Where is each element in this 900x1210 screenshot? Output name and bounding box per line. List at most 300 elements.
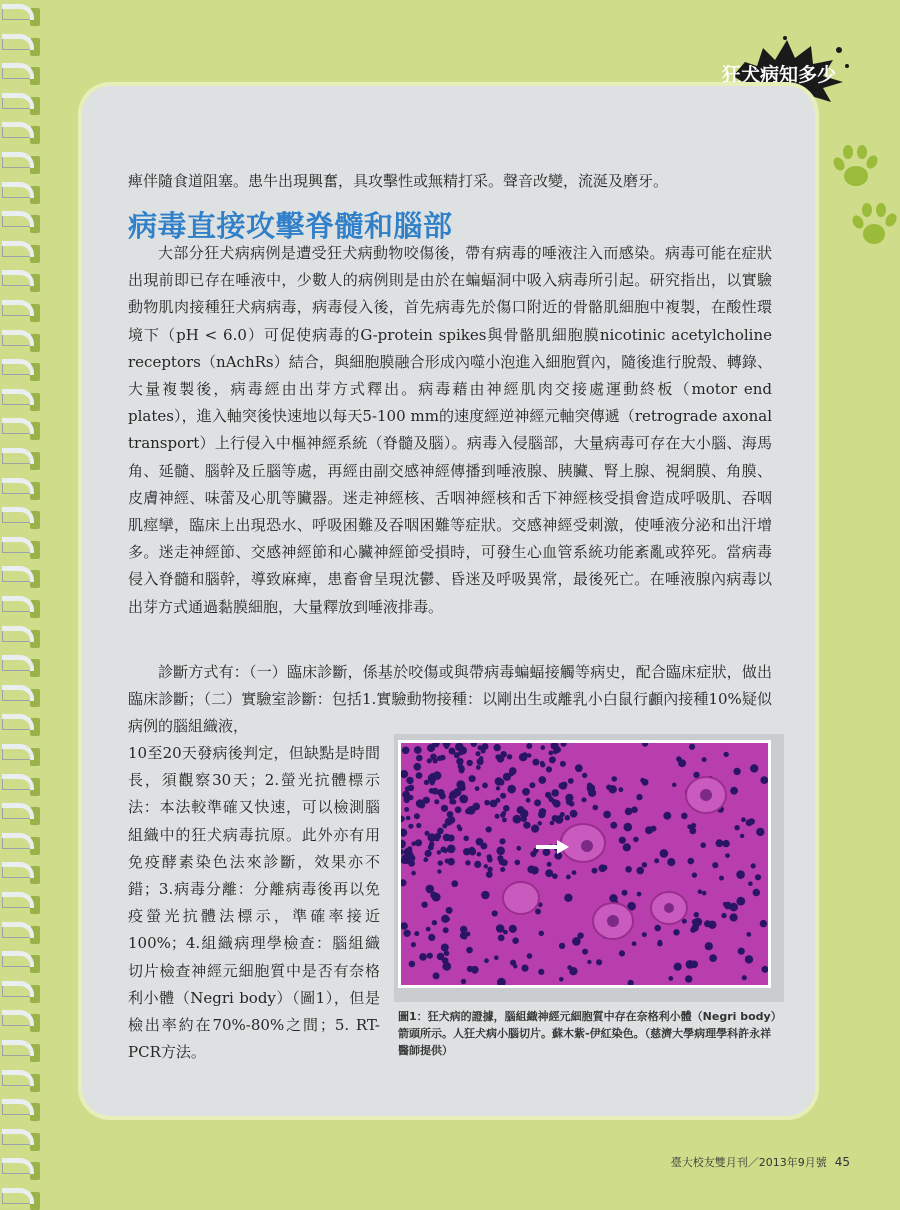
paragraph-diagnosis-methods: 10至20天發病後判定，但缺點是時間長，須觀察30天；2.螢光抗體標示法：本法較準確又快速，可以檢測腦組織中的狂犬病毒抗原。此外亦有用免疫酵素染色法來診斷，效果亦不錯；3.病毒分離：分離病毒後再以免疫螢光抗體法標示，準確率接近100%；4.組織病理學檢查：腦組織切片檢查神經元細胞質中是否有奈格利小體（Negri body）（圖1），但是檢出率約在70%-80%之間；5. RT-PCR方法。 bbox=[128, 744, 380, 1062]
cell-nucleus bbox=[705, 942, 713, 950]
cell-nucleus bbox=[554, 746, 561, 753]
binding-ring bbox=[2, 448, 34, 464]
cell-nucleus bbox=[495, 814, 500, 819]
cell-nucleus bbox=[532, 759, 539, 766]
cell-nucleus bbox=[543, 848, 551, 856]
cell-nucleus bbox=[449, 799, 455, 805]
cell-nucleus bbox=[625, 866, 632, 873]
cell-nucleus bbox=[745, 955, 753, 963]
cell-nucleus bbox=[596, 959, 602, 965]
cell-nucleus bbox=[414, 931, 419, 936]
cell-nucleus bbox=[741, 817, 746, 822]
binding-ring bbox=[2, 774, 34, 790]
binding-ring bbox=[2, 626, 34, 642]
cell-nucleus bbox=[529, 782, 535, 788]
cell-nucleus bbox=[498, 935, 505, 942]
binding-ring bbox=[2, 537, 34, 553]
binding-ring bbox=[2, 655, 34, 671]
cell-nucleus bbox=[476, 838, 484, 846]
cell-nucleus bbox=[724, 752, 729, 757]
cell-nucleus bbox=[610, 822, 617, 829]
paragraph-diagnosis-intro: 診斷方式有：（一）臨床診斷，係基於咬傷或與帶病毒蝙蝠接觸等病史，配合臨床症狀，做出臨床診斷；（二）實驗室診斷：包括1.實驗動物接種：以剛出生或離乳小白鼠行顱內接種10%疑似病例的腦組織液， bbox=[128, 663, 772, 736]
cell-nucleus bbox=[545, 869, 553, 877]
cell-nucleus bbox=[560, 782, 568, 790]
cell-nucleus bbox=[722, 840, 729, 847]
cell-nucleus bbox=[463, 836, 469, 842]
cell-nucleus bbox=[500, 812, 505, 817]
cell-nucleus bbox=[654, 858, 659, 863]
binding-ring bbox=[2, 389, 34, 405]
cell-nucleus bbox=[642, 932, 647, 937]
cell-nucleus bbox=[492, 910, 498, 916]
cell-nucleus bbox=[546, 766, 552, 772]
cell-nucleus bbox=[474, 861, 481, 868]
binding-ring bbox=[2, 1070, 34, 1086]
binding-ring bbox=[2, 93, 34, 109]
binding-ring bbox=[2, 1040, 34, 1056]
cell-nucleus bbox=[689, 827, 696, 834]
cell-nucleus bbox=[678, 759, 686, 767]
cell-nucleus bbox=[541, 745, 546, 750]
cell-nucleus bbox=[521, 965, 528, 972]
cell-nucleus bbox=[681, 813, 688, 820]
cell-nucleus bbox=[593, 805, 599, 811]
cell-nucleus bbox=[730, 787, 738, 795]
cell-nucleus bbox=[517, 806, 525, 814]
cell-nucleus bbox=[499, 838, 505, 844]
cell-nucleus bbox=[760, 920, 767, 927]
cell-nucleus bbox=[672, 783, 676, 787]
cell-nucleus bbox=[688, 858, 695, 865]
cell-nucleus bbox=[567, 965, 572, 970]
cell-nucleus bbox=[588, 789, 596, 797]
cell-nucleus bbox=[539, 808, 546, 815]
cell-nucleus bbox=[437, 756, 442, 761]
cell-nucleus bbox=[704, 920, 711, 927]
cell-nucleus bbox=[475, 786, 480, 791]
cell-nucleus bbox=[460, 926, 467, 933]
cell-nucleus bbox=[441, 805, 448, 812]
cell-nucleus bbox=[551, 789, 559, 797]
cell-nucleus bbox=[442, 823, 447, 828]
cell-nucleus bbox=[496, 786, 500, 790]
cell-nucleus bbox=[730, 913, 738, 921]
cell-nucleus bbox=[723, 902, 727, 906]
binding-ring bbox=[2, 122, 34, 138]
cell-nucleus bbox=[437, 869, 441, 873]
cell-nucleus bbox=[494, 956, 499, 961]
cell-nucleus bbox=[559, 977, 564, 982]
cell-nucleus bbox=[746, 819, 753, 826]
cell-nucleus bbox=[441, 944, 449, 952]
cell-nucleus bbox=[472, 803, 480, 811]
cell-nucleus bbox=[433, 972, 440, 979]
binding-ring bbox=[2, 478, 34, 494]
binding-ring bbox=[2, 981, 34, 997]
cell-nucleus bbox=[416, 799, 425, 808]
cell-nucleus bbox=[622, 890, 628, 896]
cell-nucleus bbox=[632, 941, 637, 946]
cell-nucleus bbox=[403, 930, 410, 937]
cell-nucleus bbox=[478, 745, 483, 750]
cell-nucleus bbox=[449, 748, 456, 755]
cell-nucleus bbox=[416, 772, 423, 779]
cell-nucleus bbox=[660, 849, 669, 858]
cell-nucleus bbox=[502, 818, 507, 823]
cell-nucleus bbox=[582, 773, 587, 778]
cell-nucleus bbox=[667, 858, 675, 866]
cell-nucleus bbox=[609, 894, 617, 902]
binding-ring bbox=[2, 862, 34, 878]
cell-nucleus bbox=[465, 860, 470, 865]
cell-nucleus bbox=[447, 845, 456, 854]
cell-nucleus bbox=[430, 892, 437, 899]
cell-nucleus bbox=[444, 950, 450, 956]
cell-nucleus bbox=[577, 932, 583, 938]
cell-nucleus bbox=[619, 950, 625, 956]
cell-nucleus bbox=[469, 848, 476, 855]
cell-nucleus bbox=[637, 892, 642, 897]
cell-nucleus bbox=[619, 787, 624, 792]
page-footer bbox=[671, 1154, 850, 1170]
binding-ring bbox=[2, 63, 34, 79]
cell-nucleus bbox=[709, 954, 717, 962]
cell-nucleus bbox=[487, 867, 492, 872]
cell-nucleus bbox=[434, 799, 439, 804]
cell-nucleus bbox=[611, 776, 617, 782]
cell-nucleus bbox=[716, 839, 724, 847]
cell-nucleus bbox=[414, 746, 422, 754]
cell-nucleus bbox=[552, 799, 558, 805]
cell-nucleus bbox=[566, 875, 571, 880]
cell-nucleus bbox=[477, 852, 482, 857]
binding-ring bbox=[2, 1129, 34, 1145]
cell-nucleus bbox=[507, 785, 516, 794]
cell-nucleus bbox=[719, 876, 724, 881]
binding-ring bbox=[2, 34, 34, 50]
cell-nucleus bbox=[685, 975, 692, 982]
cell-nucleus bbox=[451, 880, 458, 887]
cell-nucleus bbox=[430, 754, 437, 761]
cell-nucleus bbox=[405, 786, 410, 791]
cell-nucleus bbox=[503, 805, 510, 812]
cell-nucleus bbox=[668, 976, 673, 981]
cell-nucleus bbox=[603, 811, 611, 819]
cell-nucleus bbox=[467, 966, 473, 972]
cell-nucleus bbox=[434, 833, 441, 840]
cell-nucleus bbox=[408, 824, 413, 829]
cell-nucleus bbox=[500, 793, 506, 799]
cell-nucleus bbox=[425, 850, 432, 857]
binding-ring bbox=[2, 803, 34, 819]
cell-nucleus bbox=[751, 863, 756, 868]
cell-nucleus bbox=[694, 912, 699, 917]
cell-nucleus bbox=[437, 850, 441, 854]
cell-nucleus bbox=[625, 808, 633, 816]
binding-ring bbox=[2, 1099, 34, 1115]
paw-print-icon bbox=[848, 196, 900, 252]
cell-nucleus bbox=[426, 927, 431, 932]
cell-nucleus bbox=[503, 773, 511, 781]
cell-nucleus bbox=[599, 864, 607, 872]
cell-nucleus bbox=[479, 756, 483, 760]
cell-nucleus bbox=[547, 862, 552, 867]
cell-nucleus bbox=[566, 799, 572, 805]
cell-nucleus bbox=[432, 788, 439, 795]
cell-nucleus bbox=[456, 758, 463, 765]
cell-nucleus bbox=[645, 826, 653, 834]
cell-nucleus bbox=[500, 751, 507, 758]
cell-nucleus bbox=[487, 854, 492, 859]
cell-nucleus bbox=[455, 806, 462, 813]
section-heading: 病毒直接攻擊脊髓和腦部 bbox=[128, 209, 453, 243]
cell-nucleus bbox=[702, 757, 707, 762]
cell-nucleus bbox=[575, 764, 583, 772]
cell-nucleus bbox=[712, 862, 718, 868]
cell-nucleus bbox=[500, 867, 505, 872]
binding-ring bbox=[2, 596, 34, 612]
cell-nucleus bbox=[760, 776, 768, 784]
cell-nucleus bbox=[496, 924, 505, 933]
binding-ring bbox=[2, 418, 34, 434]
cell-nucleus bbox=[702, 891, 707, 896]
cell-nucleus bbox=[404, 797, 410, 803]
cell-nucleus bbox=[560, 761, 566, 767]
binding-ring bbox=[2, 714, 34, 730]
publication-name: 臺大校友雙月刊／2013年9月號 bbox=[670, 1156, 827, 1169]
cell-nucleus bbox=[673, 929, 679, 935]
cell-nucleus bbox=[619, 837, 626, 844]
cell-nucleus bbox=[587, 960, 591, 964]
cell-nucleus bbox=[526, 743, 532, 749]
cell-nucleus bbox=[446, 907, 453, 914]
cell-nucleus bbox=[530, 851, 536, 857]
cell-nucleus bbox=[484, 864, 488, 868]
binding-ring bbox=[2, 1010, 34, 1026]
cell-nucleus bbox=[538, 821, 542, 825]
spiral-binding bbox=[0, 0, 40, 1200]
cell-nucleus bbox=[484, 958, 489, 963]
cell-nucleus bbox=[428, 844, 434, 850]
cell-nucleus bbox=[738, 948, 745, 955]
cell-nucleus bbox=[437, 953, 445, 961]
cell-nucleus bbox=[421, 902, 427, 908]
cell-nucleus bbox=[481, 891, 490, 900]
intro-text: 痺伴隨食道阻塞。患牛出現興奮，具攻擊性或無精打采。聲音改變，流涎及磨牙。 bbox=[128, 172, 669, 190]
cell-nucleus bbox=[404, 807, 409, 812]
binding-ring bbox=[2, 951, 34, 967]
cell-nucleus bbox=[495, 754, 501, 760]
cell-nucleus bbox=[509, 925, 517, 933]
cell-nucleus bbox=[742, 975, 747, 980]
cell-nucleus bbox=[527, 753, 531, 757]
cell-nucleus bbox=[404, 848, 413, 857]
cell-nucleus bbox=[467, 760, 473, 766]
cell-nucleus bbox=[402, 856, 408, 862]
paragraph-pathogenesis: 大部分狂犬病病例是遭受狂犬病動物咬傷後，帶有病毒的唾液注入而感染。病毒可能在症狀出現前即已存在唾液中，少數人的病例則是由於在蝙蝠洞中吸入病毒所引起。研究指出，以實驗動物肌肉接種狂犬病病毒，病毒侵入後，首先病毒先於傷口附近的骨骼肌細胞中複製，在酸性環境下（pH < 6.0）可促使病毒的G-protein spikes與骨骼肌細胞膜nicotinic acetylcholine receptors（nAchRs）結合，與細胞膜融合形成內噬小泡進入細胞質內，隨後進行脫殼、轉錄、大量複製後，病毒經由出芽方式釋出。病毒藉由神經肌肉交接處運動終板（motor end plates），進入軸突後快速地以每天5-100 mm的速度經逆神經元軸突傳遞（retrograde axonal transport）上行侵入中樞神經系統（脊髓及腦）。病毒入侵腦部，大量病毒可存在大小腦、海馬角、延髓、腦幹及丘腦等處，再經由副交感神經傳播到唾液腺、胰臟、腎上腺、視網膜、角膜、皮膚神經、味蕾及心肌等臟器。迷走神經核、舌咽神經核和舌下神經核受損會造成呼吸肌、吞咽肌痙攣，臨床上出現恐水、呼吸困難及吞咽困難等症狀。交感神經受刺激，使唾液分泌和出汗增多。迷走神經節、交感神經節和心臟神經節受損時，可發生心血管系統功能紊亂或猝死。當病毒侵入脊髓和腦幹，導致麻痺，患畜會呈現沈鬱、昏迷及呼吸異常，最後死亡。在唾液腺內病毒以出芽方式通過黏膜細胞，大量釋放到唾液排毒。 bbox=[128, 244, 772, 616]
cell-nucleus bbox=[642, 779, 649, 786]
cell-nucleus bbox=[423, 857, 428, 862]
cell-nucleus bbox=[442, 962, 451, 971]
cell-nucleus bbox=[461, 979, 466, 984]
cell-nucleus bbox=[636, 867, 644, 875]
binding-ring bbox=[2, 241, 34, 257]
cell-nucleus bbox=[425, 831, 430, 836]
cell-nucleus bbox=[512, 937, 519, 944]
cell-nucleus bbox=[438, 860, 443, 865]
cell-nucleus bbox=[440, 847, 446, 853]
cell-nucleus bbox=[486, 826, 492, 832]
cell-nucleus bbox=[756, 828, 764, 836]
cell-nucleus bbox=[734, 825, 739, 830]
cell-nucleus bbox=[552, 815, 559, 822]
cell-nucleus bbox=[431, 778, 436, 783]
cell-nucleus bbox=[582, 797, 587, 802]
cell-nucleus bbox=[609, 785, 617, 793]
cell-nucleus bbox=[740, 834, 744, 838]
cell-nucleus bbox=[490, 800, 498, 808]
cell-nucleus bbox=[523, 822, 530, 829]
cell-nucleus bbox=[531, 866, 539, 874]
cell-nucleus bbox=[411, 841, 416, 846]
cell-nucleus bbox=[721, 913, 726, 918]
binding-ring bbox=[2, 270, 34, 286]
cell-nucleus bbox=[527, 953, 533, 959]
cell-nucleus bbox=[521, 816, 527, 822]
page-number: 45 bbox=[834, 1155, 850, 1169]
cell-nucleus bbox=[587, 783, 592, 788]
cell-nucleus bbox=[415, 839, 422, 846]
cell-nucleus bbox=[565, 815, 570, 820]
cell-nucleus bbox=[654, 925, 661, 932]
cell-nucleus bbox=[663, 812, 671, 820]
cell-nucleus bbox=[550, 757, 554, 761]
cell-nucleus bbox=[414, 813, 420, 819]
binding-ring bbox=[2, 300, 34, 316]
cell-nucleus bbox=[582, 949, 588, 955]
cell-nucleus bbox=[469, 775, 476, 782]
cell-nucleus bbox=[633, 837, 639, 843]
cell-nucleus bbox=[416, 823, 421, 828]
cell-nucleus bbox=[428, 934, 435, 941]
paw-print-icon bbox=[826, 140, 882, 196]
cell-nucleus bbox=[748, 881, 753, 886]
binding-ring bbox=[2, 507, 34, 523]
cell-nucleus bbox=[539, 931, 544, 936]
cell-nucleus bbox=[443, 927, 449, 933]
cell-nucleus bbox=[642, 862, 647, 867]
cell-nucleus bbox=[624, 823, 633, 832]
cell-nucleus bbox=[568, 778, 574, 784]
cell-nucleus bbox=[564, 894, 572, 902]
binding-ring bbox=[2, 566, 34, 582]
cell-nucleus bbox=[476, 765, 481, 770]
binding-ring bbox=[2, 182, 34, 198]
cell-nucleus bbox=[692, 919, 698, 925]
cell-nucleus bbox=[698, 889, 703, 894]
cell-nucleus bbox=[448, 835, 455, 842]
cell-nucleus bbox=[427, 953, 433, 959]
cell-nucleus bbox=[725, 853, 730, 858]
cell-nucleus bbox=[420, 953, 425, 958]
cell-nucleus bbox=[466, 947, 473, 954]
section-title: 狂犬病知多少 bbox=[722, 64, 837, 86]
cell-nucleus bbox=[538, 776, 546, 784]
cell-nucleus bbox=[559, 943, 565, 949]
cell-nucleus bbox=[691, 961, 699, 969]
cell-nucleus bbox=[494, 744, 501, 751]
cell-nucleus bbox=[658, 940, 663, 945]
cell-nucleus bbox=[540, 762, 545, 767]
cell-nucleus bbox=[689, 744, 695, 750]
cell-nucleus bbox=[411, 871, 416, 876]
cell-nucleus bbox=[406, 777, 413, 784]
cell-nucleus bbox=[432, 920, 437, 925]
binding-ring bbox=[2, 744, 34, 760]
binding-ring bbox=[2, 922, 34, 938]
cell-nucleus bbox=[538, 969, 544, 975]
binding-ring bbox=[2, 1188, 34, 1204]
cell-nucleus bbox=[424, 780, 429, 785]
cell-nucleus bbox=[447, 811, 454, 818]
cell-nucleus bbox=[411, 942, 416, 947]
cell-nucleus bbox=[535, 909, 541, 915]
binding-ring bbox=[2, 892, 34, 908]
cell-nucleus bbox=[453, 788, 461, 796]
cell-nucleus bbox=[513, 964, 517, 968]
cell-nucleus bbox=[736, 870, 745, 879]
binding-ring bbox=[2, 211, 34, 227]
cell-nucleus bbox=[465, 808, 471, 814]
cell-nucleus bbox=[700, 842, 706, 848]
cell-nucleus bbox=[482, 783, 488, 789]
cell-nucleus bbox=[736, 897, 745, 906]
cell-nucleus bbox=[406, 816, 411, 821]
cell-nucleus bbox=[753, 889, 761, 897]
cell-nucleus bbox=[526, 798, 531, 803]
binding-ring bbox=[2, 685, 34, 701]
cell-nucleus bbox=[570, 810, 578, 818]
cell-nucleus bbox=[413, 763, 421, 771]
cell-nucleus bbox=[447, 858, 455, 866]
cell-nucleus bbox=[623, 843, 631, 851]
cell-nucleus bbox=[507, 754, 512, 759]
cell-nucleus bbox=[496, 847, 505, 856]
cell-nucleus bbox=[636, 794, 642, 800]
cell-nucleus bbox=[548, 751, 553, 756]
cell-nucleus bbox=[515, 860, 521, 866]
binding-ring bbox=[2, 359, 34, 375]
binding-ring bbox=[2, 152, 34, 168]
cell-nucleus bbox=[690, 927, 696, 933]
cell-nucleus bbox=[534, 799, 541, 806]
cell-nucleus bbox=[402, 747, 410, 755]
cell-nucleus bbox=[516, 846, 521, 851]
cell-nucleus bbox=[495, 777, 503, 785]
binding-ring bbox=[2, 1158, 34, 1174]
cell-nucleus bbox=[692, 872, 697, 877]
cell-nucleus bbox=[486, 871, 493, 878]
cell-nucleus bbox=[475, 751, 480, 756]
cell-nucleus bbox=[455, 743, 464, 751]
cell-nucleus bbox=[550, 821, 555, 826]
cell-nucleus bbox=[458, 827, 463, 832]
cell-nucleus bbox=[572, 870, 577, 875]
binding-ring bbox=[2, 330, 34, 346]
cell-nucleus bbox=[674, 963, 682, 971]
cell-nucleus bbox=[463, 935, 468, 940]
histology-micrograph bbox=[398, 740, 771, 988]
